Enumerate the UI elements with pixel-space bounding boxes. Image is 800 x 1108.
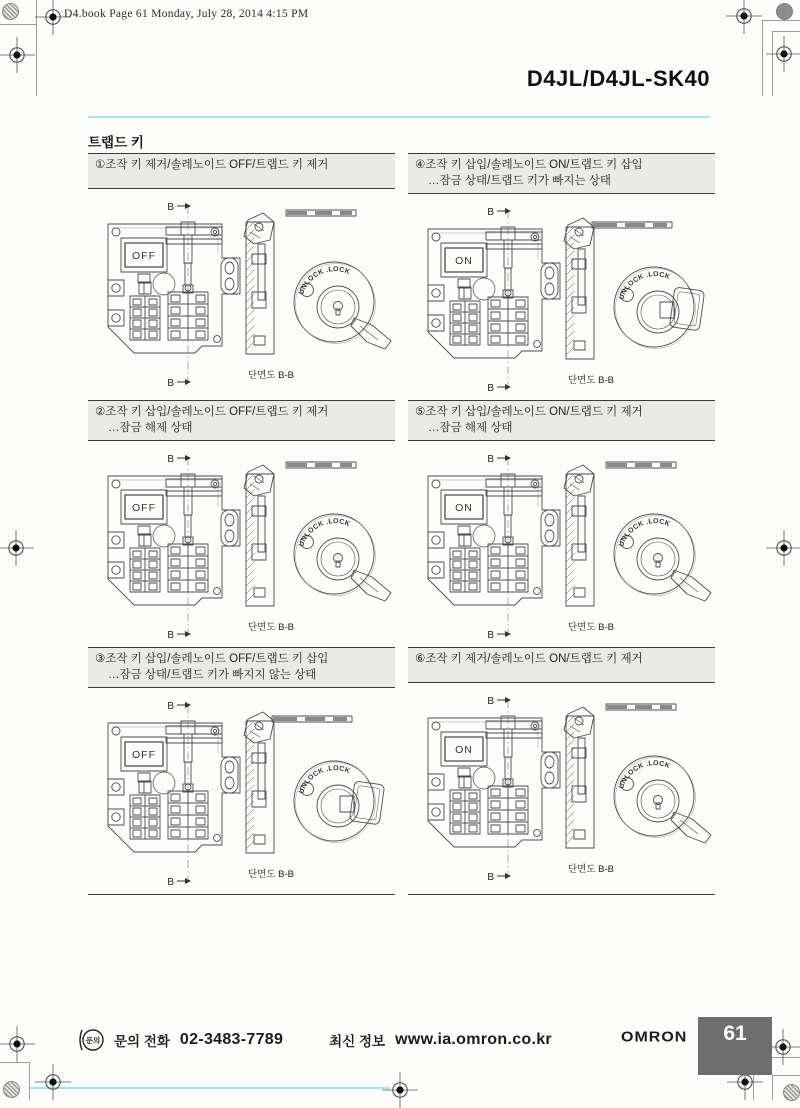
title-rule	[88, 116, 710, 118]
crosshair-mark-icon	[0, 37, 35, 73]
mechanism-diagram	[88, 448, 395, 644]
svg-text:단면도 B-B: 단면도 B-B	[568, 622, 615, 634]
svg-text:B: B	[487, 696, 494, 707]
svg-text:OFF: OFF	[132, 749, 156, 762]
panel-2	[88, 400, 395, 647]
panel-diagram	[408, 201, 715, 402]
panel-subtitle: …잠금 상태/트랩드 키가 빠지는 상태	[428, 175, 611, 188]
mechanism-diagram	[408, 448, 715, 644]
panel-subtitle: …잠금 상태/트랩드 키가 빠지지 않는 상태	[108, 669, 317, 682]
panel-column-left	[88, 153, 395, 895]
panel-header	[408, 153, 715, 194]
mechanism-diagram	[408, 201, 715, 397]
panel-title: ④조작 키 삽입/솔레노이드 ON/트랩드 키 삽입	[415, 159, 643, 171]
panel-diagram	[88, 196, 395, 397]
crosshair-mark-icon	[0, 530, 34, 566]
panel-title: ⑤조작 키 삽입/솔레노이드 ON/트랩드 키 제거	[415, 406, 643, 418]
panel-column-right	[408, 153, 715, 895]
svg-text:단면도 B-B: 단면도 B-B	[568, 864, 615, 875]
svg-text:ON: ON	[455, 502, 473, 515]
panel-header	[408, 647, 715, 683]
svg-text:UNLOCK .LOCK: UNLOCK .LOCK	[298, 266, 351, 296]
panel-header	[88, 400, 395, 441]
panel-diagram	[408, 448, 715, 649]
panel-diagram	[88, 448, 395, 649]
contact-label: 문의 전화	[114, 1034, 170, 1049]
svg-text:B: B	[487, 454, 494, 466]
trim-circle-icon	[3, 1081, 20, 1098]
trim-circle-icon	[776, 3, 793, 20]
svg-text:B: B	[167, 630, 174, 642]
footer	[76, 1025, 552, 1055]
panel-header	[88, 647, 395, 688]
trim-circle-icon	[783, 1084, 800, 1101]
print-header: D4.book Page 61 Monday, July 28, 2014 4:15 PM	[64, 8, 309, 20]
svg-text:B: B	[487, 207, 494, 219]
omron-logo: OMRON	[621, 1029, 688, 1046]
section-title: 트랩드 키	[88, 135, 144, 150]
svg-text:UNLOCK .LOCK: UNLOCK .LOCK	[618, 760, 671, 790]
panel-3	[88, 647, 395, 894]
panel-title: ⑥조작 키 제거/솔레노이드 ON/트랩드 키 제거	[415, 653, 643, 665]
crosshair-mark-icon	[0, 1026, 35, 1062]
mechanism-diagram	[88, 695, 395, 891]
panel-6	[408, 647, 715, 894]
svg-text:OFF: OFF	[132, 250, 156, 262]
page-title: D4JL/D4JL-SK40	[526, 66, 710, 91]
svg-text:단면도 B-B: 단면도 B-B	[248, 370, 295, 381]
panel-grid	[88, 153, 715, 895]
svg-text:B: B	[167, 877, 174, 889]
panel-subtitle: …잠금 해제 상태	[108, 422, 193, 435]
svg-text:B: B	[487, 630, 494, 642]
phone-icon	[76, 1025, 106, 1055]
svg-text:B: B	[167, 202, 174, 213]
mechanism-diagram	[88, 196, 395, 392]
page-number: 61	[723, 1022, 747, 1045]
column-bottom-rule	[408, 894, 715, 895]
panel-title: ①조작 키 제거/솔레노이드 OFF/트랩드 키 제거	[95, 159, 329, 171]
svg-text:단면도 B-B: 단면도 B-B	[568, 375, 615, 387]
panel-subtitle: …잠금 해제 상태	[428, 422, 513, 435]
mechanism-diagram	[408, 690, 715, 886]
crosshair-mark-icon	[35, 1064, 71, 1100]
page-number-badge	[698, 1017, 772, 1075]
panel-title: ③조작 키 삽입/솔레노이드 OFF/트랩드 키 삽입	[95, 653, 329, 665]
crosshair-mark-icon	[766, 36, 800, 72]
trim-circle-icon	[2, 3, 19, 20]
panel-4	[408, 153, 715, 400]
svg-text:ON: ON	[455, 744, 473, 756]
svg-text:UNLOCK .LOCK: UNLOCK .LOCK	[618, 271, 671, 301]
panel-title: ②조작 키 삽입/솔레노이드 OFF/트랩드 키 제거	[95, 406, 329, 418]
svg-text:B: B	[167, 454, 174, 466]
crosshair-mark-icon	[382, 1072, 418, 1108]
svg-text:단면도 B-B: 단면도 B-B	[248, 869, 295, 881]
panel-5	[408, 400, 715, 647]
column-bottom-rule	[88, 894, 395, 895]
crosshair-mark-icon	[726, 0, 762, 34]
svg-text:UNLOCK .LOCK: UNLOCK .LOCK	[618, 518, 671, 548]
svg-text:B: B	[487, 872, 494, 883]
panel-header	[408, 400, 715, 441]
crosshair-mark-icon	[766, 530, 800, 566]
svg-text:ON: ON	[455, 255, 473, 268]
svg-text:단면도 B-B: 단면도 B-B	[248, 622, 295, 634]
panel-diagram	[408, 690, 715, 891]
info-label: 최신 정보	[329, 1034, 386, 1049]
svg-text:B: B	[487, 383, 494, 395]
panel-diagram	[88, 695, 395, 896]
svg-text:B: B	[167, 701, 174, 713]
panel-header	[88, 153, 395, 189]
svg-text:문의: 문의	[85, 1035, 101, 1045]
svg-text:B: B	[167, 378, 174, 389]
panel-1	[88, 153, 395, 400]
svg-text:UNLOCK .LOCK: UNLOCK .LOCK	[298, 765, 351, 795]
svg-text:OFF: OFF	[132, 502, 156, 515]
website-link: www.ia.omron.co.kr	[395, 1031, 552, 1048]
phone-number: 02-3483-7789	[179, 1031, 284, 1048]
svg-text:UNLOCK .LOCK: UNLOCK .LOCK	[298, 518, 351, 548]
bottom-trim-line	[30, 1087, 390, 1089]
